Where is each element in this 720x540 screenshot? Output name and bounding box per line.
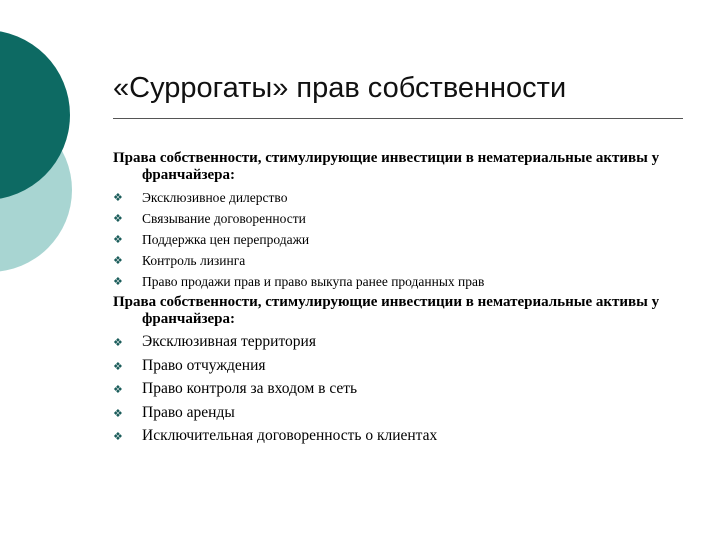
list-item (113, 377, 673, 401)
bullet-list (113, 330, 673, 448)
v-bullet-icon: ❖ (113, 384, 123, 396)
list-item (113, 424, 673, 448)
bullet-list (113, 187, 673, 292)
list-item-text: Право контроля за входом в сеть (142, 380, 358, 397)
list-item (113, 208, 673, 229)
list-item-text: Право аренды (142, 403, 235, 421)
list-item-text: Право отчуждения (142, 356, 266, 374)
list-item-text: Эксклюзивная территория (142, 333, 316, 350)
v-bullet-icon: ❖ (113, 276, 123, 288)
list-item (113, 401, 673, 425)
v-bullet-icon: ❖ (113, 234, 123, 246)
slide-title: «Суррогаты» прав собственности (113, 72, 567, 104)
list-item-text: Поддержка цен перепродажи (142, 232, 310, 247)
decorative-circles (0, 0, 80, 300)
list-item (113, 330, 673, 354)
list-item (113, 271, 673, 292)
list-item (113, 354, 673, 378)
list-item (113, 250, 673, 271)
section-heading: Права собственности, стимулирующие инвестиции в нематериальные активы у франчайзера: (113, 150, 660, 183)
v-bullet-icon: ❖ (113, 407, 123, 420)
list-item-text: Эксклюзивное дилерство (142, 190, 288, 205)
v-bullet-icon: ❖ (113, 431, 123, 443)
list-item-text: Исключительная договоренность о клиентах (142, 427, 438, 444)
list-item (113, 187, 673, 208)
list-item-text: Связывание договоренности (142, 211, 306, 226)
v-bullet-icon: ❖ (113, 255, 123, 267)
section-intangible-assets-1 (113, 150, 673, 292)
section-heading: Права собственности, стимулирующие инвестиции в нематериальные активы у франчайзера: (113, 294, 660, 327)
list-item-text: Право продажи прав и право выкупа ранее проданных прав (142, 274, 485, 289)
title-divider (113, 118, 683, 119)
list-item (113, 229, 673, 250)
v-bullet-icon: ❖ (113, 213, 123, 225)
section-intangible-assets-2 (113, 294, 673, 448)
v-bullet-icon: ❖ (113, 192, 123, 204)
list-item-text: Контроль лизинга (142, 253, 246, 268)
slide-content (113, 150, 673, 448)
v-bullet-icon: ❖ (113, 360, 123, 373)
v-bullet-icon: ❖ (113, 337, 123, 349)
